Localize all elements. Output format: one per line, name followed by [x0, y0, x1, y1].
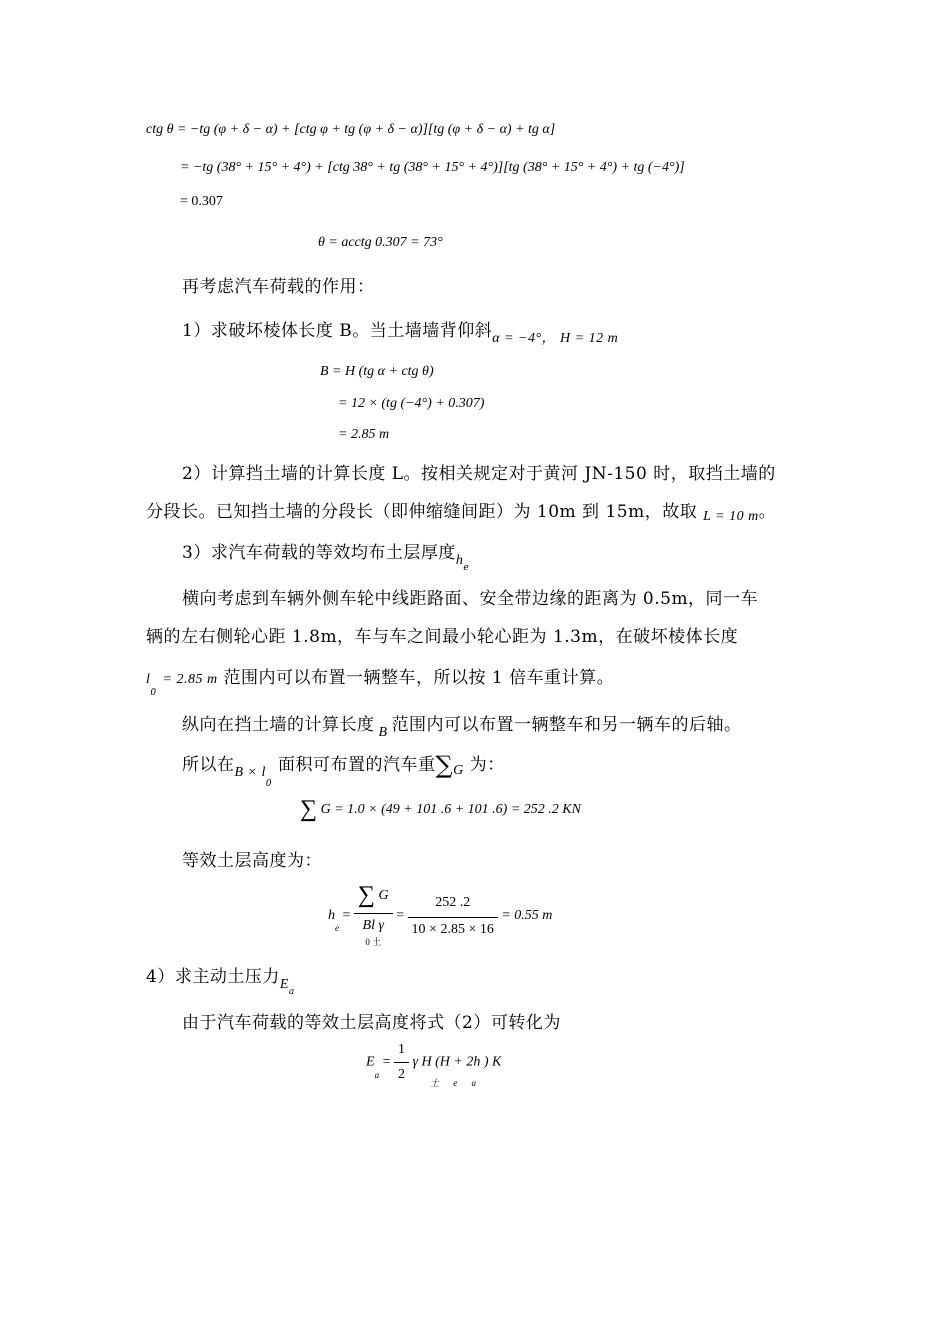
sigma-symbol: ∑ [300, 796, 318, 822]
equation-ctg-theta-line1: ctg θ = −tg (φ + δ − α) + [ctg φ + tg (φ + δ − α)][tg (φ + δ − α) + tg α] [146, 122, 556, 137]
equation-ctg-theta-line3: = 0.307 [180, 194, 223, 209]
paragraph-step2-line2: 分段长。已知挡土墙的分段长（即伸缩缝间距）为 10m 到 15m，故取 L = 10 m。 [146, 502, 777, 524]
paragraph-transverse-line2: 辆的左右侧轮心距 1.8m，车与车之间最小轮心距为 1.3m，在破坏棱体长度 [146, 627, 739, 647]
paragraph-transverse-line3: $l_0 = 2.85$ m 范围内可以布置一辆整车，所以按 1 倍车重计算。 [146, 668, 615, 698]
paragraph-step1: 1）求破坏棱体长度 B。当土墙墙背仰斜$_{\alpha = -4^\circ, H = 12 m}$ [182, 321, 619, 346]
equation-Ea: $E_a$ = $\frac{1}{2}$ γ H (H + 2h ) K 土 e a [366, 1042, 502, 1088]
sigma-symbol: ∑ [435, 751, 454, 779]
equation-theta: θ = acctg 0.307 = 73° [318, 235, 443, 250]
paragraph-area-weight: 所以在$_{B \times l0}$ 面积可布置的汽车重$\sum_G$ 为： [182, 751, 505, 789]
equation-sum-G: ∑ G = 1.0 × (49 + 101 .6 + 101 .6) = 252 .2 KN [300, 796, 581, 822]
paragraph-transverse-line1: 横向考虑到车辆外侧车轮中线距路面、安全带边缘的距离为 0.5m，同一车 [182, 589, 759, 609]
equation-ctg-theta-line2: = −tg (38° + 15° + 4°) + [ctg 38° + tg (38° + 15° + 4°)][tg (38° + 15° + 4°) + tg (−4°)] [180, 160, 685, 175]
equation-B-line2: = 12 × (tg (−4°) + 0.307) [338, 396, 485, 411]
fraction-he-left: ∑ G Bl γ 0 土 [354, 882, 393, 950]
paragraph-step3: 3）求汽车荷载的等效均布土层厚度$_{he}$ [182, 543, 470, 573]
equation-B-line1: B = H (tg α + ctg θ) [320, 364, 434, 379]
paragraph-longitudinal: 纵向在挡土墙的计算长度 $_B$ 范围内可以布置一辆整车和另一辆车的后轴。 [182, 715, 742, 740]
equation-he: $h_e$ = ∑ G Bl γ 0 土 = $\frac{252 .2}{10 \times 2.85 \times 16}$ = 0.55 m [328, 882, 552, 950]
fraction-he-right: $\frac{252 .2}{10 \times 2.85 \times 16}$ [408, 895, 498, 938]
paragraph-step2-line1: 2）计算挡土墙的计算长度 L。按相关规定对于黄河 JN-150 时，取挡土墙的 [182, 464, 776, 484]
paragraph-step4: 4）求主动土压力$_{Ea}$ [146, 967, 295, 997]
paragraph-conversion: 由于汽车荷载的等效土层高度将式（2）可转化为 [182, 1013, 561, 1033]
fraction-one-half: $\frac{1}{2}$ [394, 1042, 409, 1083]
paragraph-vehicle-load: 再考虑汽车荷载的作用： [182, 277, 375, 297]
paragraph-equivalent-height: 等效土层高度为： [182, 851, 322, 871]
equation-B-line3: = 2.85 m [338, 427, 390, 442]
